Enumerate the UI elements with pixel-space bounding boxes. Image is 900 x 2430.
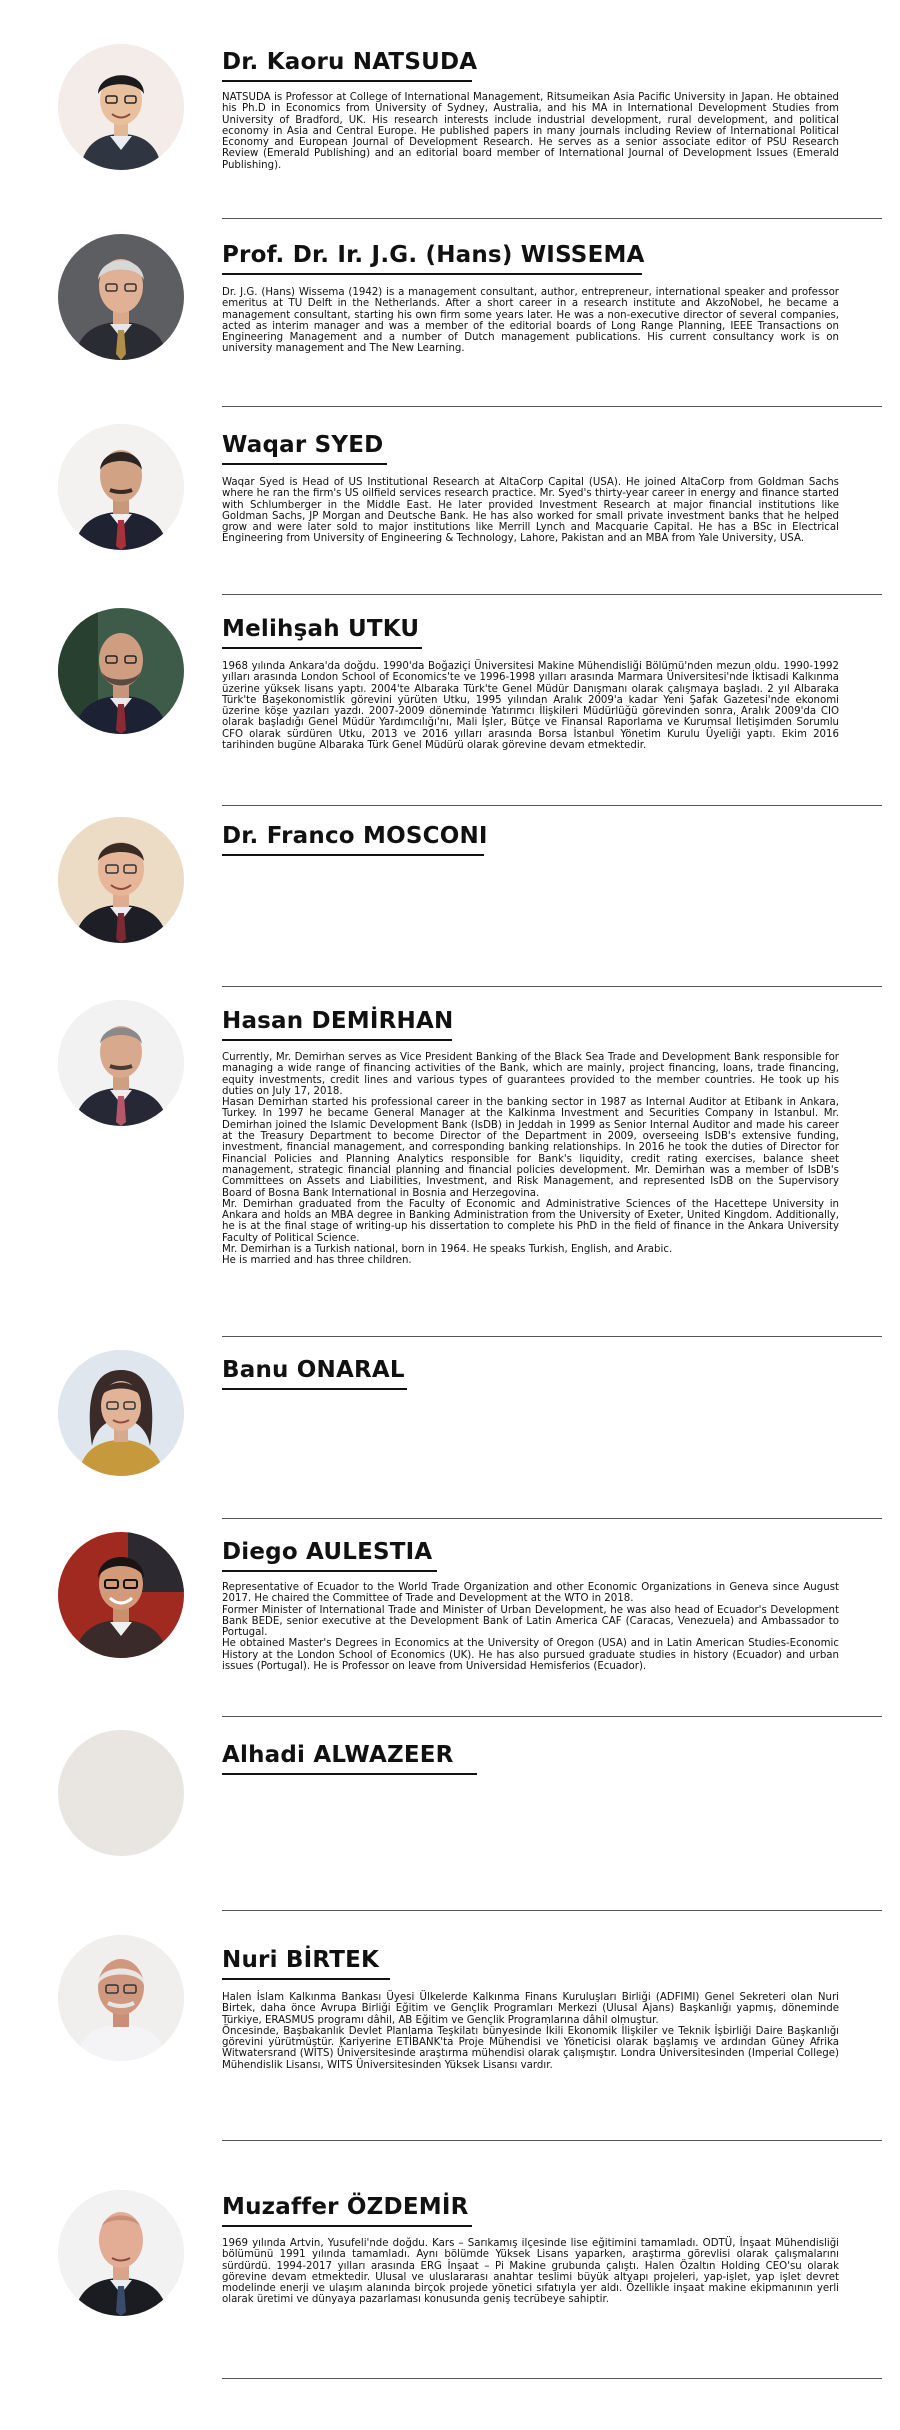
section-divider xyxy=(222,1716,882,1717)
name-underline xyxy=(222,1978,390,1980)
bio-paragraph: Currently, Mr. Demirhan serves as Vice President Banking of the Black Sea Trade and Development Bank responsible for managing a wide range of financing activities of the Bank, which are mainly, project financing, loans, trade financing, equity investments, credit lines and various types of guarantees provided to the member countries. He took up his duties on July 17, 2018. xyxy=(222,1052,839,1097)
bio-paragraph: He is married and has three children. xyxy=(222,1255,412,1267)
bio-paragraph: Representative of Ecuador to the World Trade Organization and other Economic Organizations in Geneva since August 2017. He chaired the Committee of Trade and Development at the WTO in 2018. xyxy=(222,1582,839,1605)
speaker-bio xyxy=(222,2238,839,2306)
speaker-photo xyxy=(58,44,184,170)
bio-paragraph: He obtained Master's Degrees in Economics at the University of Oregon (USA) and in Latin American Studies-Economic History at the London School of Economics (UK). He has also pursued graduate studies in history (Ecuador) and urban issues (Portugal). He is Professor on leave from Universidad Hemisferios (Ecuador). xyxy=(222,1638,839,1673)
speaker-photo xyxy=(58,1532,184,1658)
speaker-name: Nuri BİRTEK xyxy=(222,1947,380,1973)
bio-paragraph: Mr. Demirhan is a Turkish national, born in 1964. He speaks Turkish, English, and Arabic. xyxy=(222,1244,673,1256)
speaker-name: Waqar SYED xyxy=(222,432,384,458)
speaker-bio xyxy=(222,287,839,355)
bio-paragraph: Former Minister of International Trade and Minister of Urban Development, he was also head of Ecuador's Development Bank BEDE, senior executive at the Development Bank of Latin America CAF (Caracas, Venezuela) and Ambassador to Portugal. xyxy=(222,1604,839,1639)
bio-paragraph: Mr. Demirhan graduated from the Faculty of Economic and Administrative Sciences of the Hacettepe University in Ankara and holds an MBA degree in Banking Administration from the University of Exeter, United Kingdom. Additionally, he is at the final stage of writing-up his dissertation to complete his PhD in the field of finance in the Ankara University Faculty of Political Science. xyxy=(222,1198,839,1244)
section-divider xyxy=(222,2378,882,2379)
name-underline xyxy=(222,1039,452,1041)
speaker-name: Dr. Franco MOSCONI xyxy=(222,823,488,849)
name-underline xyxy=(222,463,387,465)
section-divider xyxy=(222,1910,882,1911)
speaker-name: Hasan DEMİRHAN xyxy=(222,1008,454,1034)
name-underline xyxy=(222,80,472,82)
speaker-photo xyxy=(58,1350,184,1476)
section-divider xyxy=(222,218,882,219)
speaker-bio xyxy=(222,1992,839,2071)
speaker-photo xyxy=(58,1000,184,1126)
speaker-name: Banu ONARAL xyxy=(222,1357,405,1383)
section-divider xyxy=(222,2140,882,2141)
speaker-photo xyxy=(58,1935,184,2061)
speaker-bio xyxy=(222,477,839,545)
bio-paragraph: Halen İslam Kalkınma Bankası Üyesi Ülkelerde Kalkınma Finans Kuruluşları Birliği (ADFIMI) Genel Sekreteri olan Nuri Birtek, daha önce Avrupa Birliği Eğitim ve Gençlik Programları Merkezi (Ulusal Ajans) Başkanlığı yapmış, döneminde Türkiye, ERASMUS programı dâhil, AB Eğitim ve Gençlik Programlarına dâhil olmuştur. xyxy=(222,1992,839,2026)
section-divider xyxy=(222,406,882,407)
section-divider xyxy=(222,986,882,987)
speaker-name: Alhadi ALWAZEER xyxy=(222,1742,454,1768)
speaker-bio xyxy=(222,661,839,751)
section-divider xyxy=(222,594,882,595)
name-underline xyxy=(222,1773,477,1775)
speaker-bio xyxy=(222,1582,839,1672)
speaker-name: Prof. Dr. Ir. J.G. (Hans) WISSEMA xyxy=(222,242,645,268)
section-divider xyxy=(222,805,882,806)
name-underline xyxy=(222,1388,407,1390)
speaker-photo xyxy=(58,2190,184,2316)
speaker-bio xyxy=(222,1052,839,1267)
section-divider xyxy=(222,1336,882,1337)
name-underline xyxy=(222,273,642,275)
name-underline xyxy=(222,2225,472,2227)
bio-paragraph: Waqar Syed is Head of US Institutional Research at AltaCorp Capital (USA). He joined AltaCorp from Goldman Sachs where he ran the firm's US oilfield services research practice. Mr. Syed's thirty-year career in energy and finance started with Schlumberger in the Middle East. He later provided Investment Research at major financial institutions like Goldman Sachs, JP Morgan and Deutsche Bank. He has also worked for small private investment banks that he helped grow and were later sold to major institutions like Merrill Lynch and Macquarie Capital. He has a BSc in Electrical Engineering from University of Engineering & Technology, Lahore, Pakistan and an MBA from Yale University, USA. xyxy=(222,477,839,545)
speaker-photo xyxy=(58,234,184,360)
speaker-bio xyxy=(222,92,839,171)
name-underline xyxy=(222,854,484,856)
bio-paragraph: NATSUDA is Professor at College of International Management, Ritsumeikan Asia Pacific University in Japan. He obtained his Ph.D in Economics from University of Sydney, Australia, and his MA in International Development Studies from University of Bradford, UK. His research interests include industrial development, rural development, and political economy in Asia and Central Europe. He published papers in many journals including Review of International Political Economy and European Journal of Development Research. He serves as a senior associate editor of PSU Research Review (Emerald Publishing) and an editorial board member of International Journal of Development Issues (Emerald Publishing). xyxy=(222,92,839,171)
speaker-photo xyxy=(58,608,184,734)
bio-paragraph: 1968 yılında Ankara'da doğdu. 1990'da Boğaziçi Üniversitesi Makine Mühendisliği Bölümü'nden mezun oldu. 1990-1992 yılları arasında London School of Economics'te ve 1996-1998 yılları arasında Marmara Üniversitesi'nde İktisadi Kalkınma üzerine yüksek lisans yaptı. 2004'te Albaraka Türk'te Genel Müdür Danışmanı olarak çalışmaya başladı. 2 yıl Albaraka Türk'te Başekonomistlik görevini yürüten Utku, 1995 yılından Aralık 2009'a kadar Yeni Şafak Gazetesi'nde ekonomi üzerine köşe yazıları yazdı. 2007-2009 döneminde Yatırımcı İlişkileri Müdürlüğü görevinden sonra, Aralık 2009'da CIO olarak başladığı Genel Müdür Yardımcılığı'nı, Mali İşler, Bütçe ve Finansal Raporlama ve Kurumsal İletişimden Sorumlu CFO olarak sürdüren Utku, 2013 ve 2016 yılları arasında Borsa İstanbul Yönetim Kurulu Üyeliği yaptı. Ekim 2016 tarihinden bugüne Albaraka Türk Genel Müdürü olarak görevine devam etmektedir. xyxy=(222,661,839,752)
speaker-name: Diego AULESTIA xyxy=(222,1539,433,1565)
bio-paragraph: Öncesinde, Başbakanlık Devlet Planlama Teşkilatı bünyesinde İkili Ekonomik İlişkiler ve Teknik İşbirliği Daire Başkanlığı görevini yürütmüştür. Kariyerine ETİBANK'ta Proje Mühendisi ve Yöneticisi olarak başlamış ve ardından Güney Afrika Witwatersrand (WITS) Üniversitesinde araştırma mühendisi olarak çalışmıştır. Londra Üniversitesinden (Imperial College) Mühendislik Lisansı, WITS Üniversitesinden Yüksek Lisansı vardır. xyxy=(222,2025,839,2071)
speaker-name: Melihşah UTKU xyxy=(222,616,420,642)
speaker-photo xyxy=(58,817,184,943)
speaker-name: Dr. Kaoru NATSUDA xyxy=(222,49,478,75)
bio-paragraph: Hasan Demirhan started his professional career in the banking sector in 1987 as Internal Auditor at Etibank in Ankara, Turkey. In 1997 he became General Manager at the Kalkinma Investment and Securities Company in Istanbul. Mr. Demirhan joined the Islamic Development Bank (IsDB) in Jeddah in 1999 as Senior Internal Auditor and made his career at the Treasury Department to become Director of the Department in 2009, overseeing IsDB's extensive funding, investment, financial management, and corresponding banking relationships. In 2016 he took the duties of Director for Financial Policies and Planning Analytics responsible for Bank's liquidity, credit rating exercises, balance sheet management, strategic financial planning and financial policies development. Mr. Demirhan was a member of IsDB's Committees on Assets and Liabilities, Investment, and Risk Management, and represented IsDB on the Supervisory Board of Bosna Bank International in Bosnia and Herzegovina. xyxy=(222,1097,839,1199)
speaker-photo xyxy=(58,424,184,550)
speaker-photo xyxy=(58,1730,184,1856)
bio-paragraph: Dr. J.G. (Hans) Wissema (1942) is a management consultant, author, entrepreneur, international speaker and professor emeritus at TU Delft in the Netherlands. After a short career in a research institute and AkzoNobel, he became a management consultant, starting his own firm some years later. He was a non-executive director of several companies, acted as interim manager and was a member of the editorial boards of Long Range Planning, IEEE Transactions on Engineering Management and a number of Dutch management publications. His current consultancy work is on university management and The New Learning. xyxy=(222,287,839,355)
bio-paragraph: 1969 yılında Artvin, Yusufeli'nde doğdu. Kars – Sarıkamış ilçesinde lise eğitimini tamamladı. ODTÜ, İnşaat Mühendisliği bölümünü 1991 yılında tamamladı. Aynı bölümde Yüksek Lisans yaparken, araştırma görevlisi olarak çalışmalarını sürdürdü. 1994-2017 yılları arasında ERG İnşaat – Pi Makine grubunda çalıştı. Halen Özaltın Holding CEO'su olarak görevine devam etmektedir. Ulusal ve uluslararası anahtar teslimi büyük altyapı projeleri, yap-işlet, yap işlet devret modelinde enerji ve ulaşım alanında birçok projede yönetici sıfatıyla yer aldı. Özellikle inşaat makine ekipmanının yerli olarak üretimi ve dünyaya pazarlaması konusunda geniş tecrübeye sahiptir. xyxy=(222,2238,839,2306)
name-underline xyxy=(222,1570,437,1572)
section-divider xyxy=(222,1518,882,1519)
name-underline xyxy=(222,647,422,649)
speaker-name: Muzaffer ÖZDEMİR xyxy=(222,2194,469,2220)
